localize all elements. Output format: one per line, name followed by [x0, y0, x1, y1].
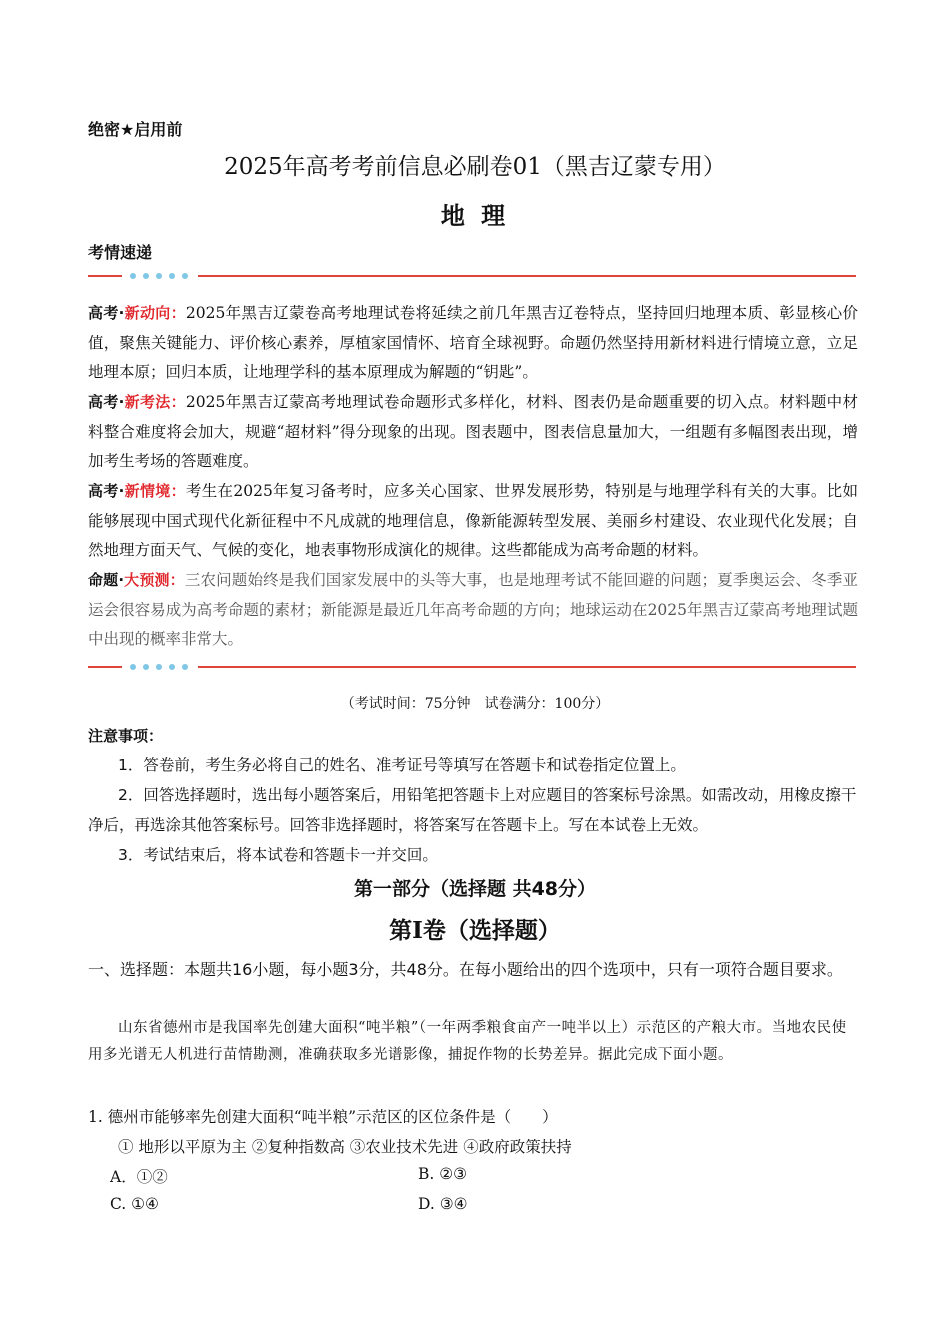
overview-item-new-method — [88, 388, 858, 477]
notice-item-2: 2．回答选择题时，选出每小题答案后，用铅笔把答题卡上对应题目的答案标号涂黑。如需改动，用橡皮擦干净后，再选涂其他答案标号。回答非选择题时，将答案写在答题卡上。写在本试卷上无效。 — [88, 786, 857, 834]
overview-prefix: 高考· — [88, 482, 125, 500]
question-1-stem: 1. 德州市能够率先创建大面积“吨半粮”示范区的区位条件是（ ） — [88, 1108, 558, 1126]
overview-label: 新动向： — [124, 304, 186, 322]
overview-label: 新情境： — [124, 482, 186, 500]
top-divider — [88, 270, 856, 282]
option-a[interactable]: A．①② — [110, 1168, 168, 1186]
overview-text: 考生在2025年复习备考时，应多关心国家、世界发展形势，特别是与地理学科有关的大事。比如能够展现中国式现代化新征程中不凡成就的地理信息，像新能源转型发展、美丽乡村建设、农业现代化发展；自然地理方面天气、气候的变化，地表事物形成演化的规律。这些都能成为高考命题的材料。 — [88, 482, 858, 559]
volume-title: 第Ⅰ卷（选择题） — [389, 917, 561, 944]
subject-title: 地 理 — [440, 201, 510, 230]
option-d[interactable]: D. ③④ — [418, 1195, 468, 1213]
overview-label: 大预测： — [124, 571, 185, 589]
overview-label: 新考法： — [124, 393, 186, 411]
notice-item-3: 3．考试结束后，将本试卷和答题卡一并交回。 — [118, 846, 438, 864]
overview-item-prediction — [88, 566, 858, 655]
exam-title: 2025年高考考前信息必刷卷01（黑吉辽蒙专用） — [224, 154, 726, 180]
option-c[interactable]: C. ①④ — [110, 1195, 159, 1213]
secret-label: 绝密★启用前 — [88, 120, 183, 139]
overview-heading: 考情速递 — [88, 243, 153, 262]
question-1-statements: ① 地形以平原为主 ②复种指数高 ③农业技术先进 ④政府政策扶持 — [118, 1138, 572, 1156]
overview-prefix: 命题· — [88, 571, 125, 589]
overview-text: 三农问题始终是我们国家发展中的头等大事，也是地理考试不能回避的问题；夏季奥运会、冬季亚运会很容易成为高考命题的素材；新能源是最近几年高考命题的方向；地球运动在2025年黑吉辽蒙高考地理试题中出现的概率非常大。 — [88, 571, 858, 648]
notice-item-1: 1．答卷前，考生务必将自己的姓名、准考证号等填写在答题卡和试卷指定位置上。 — [118, 756, 686, 774]
part-title: 第一部分（选择题 共48分） — [353, 878, 597, 900]
notice-heading: 注意事项： — [88, 727, 164, 745]
overview-item-new-context — [88, 477, 858, 566]
overview-text: 2025年黑吉辽蒙高考地理试卷命题形式多样化，材料、图表仍是命题重要的切入点。材料题中材料整合难度将会加大，规避“超材料”得分现象的出现。图表题中，图表信息量加大，一组题有多幅图表出现，增加考生考场的答题难度。 — [88, 393, 858, 470]
overview-text: 2025年黑吉辽蒙卷高考地理试卷将延续之前几年黑吉辽卷特点，坚持回归地理本质、彰显核心价值，聚焦关键能力、评价核心素养，厚植家国情怀、培育全球视野。命题仍然坚持用新材料进行情境立意，立足地理本原；回归本质，让地理学科的基本原理成为解题的“钥匙”。 — [88, 304, 858, 381]
overview-item-new-trend — [88, 299, 858, 388]
section-intro: 一、选择题：本题共16小题，每小题3分，共48分。在每小题给出的四个选项中，只有一项符合题目要求。 — [88, 960, 843, 979]
material-passage: 山东省德州市是我国率先创建大面积“吨半粮”（一年两季粮食亩产一吨半以上）示范区的产粮大市。当地农民使用多光谱无人机进行苗情勘测，准确获取多光谱影像，捕捉作物的长势差异。据此完成下面小题。 — [88, 1020, 847, 1063]
overview-prefix: 高考· — [88, 393, 125, 411]
bottom-divider — [88, 661, 856, 673]
option-b[interactable]: B. ②③ — [418, 1165, 468, 1183]
overview-prefix: 高考· — [88, 304, 125, 322]
exam-info: （考试时间：75分钟 试卷满分：100分） — [340, 696, 610, 712]
